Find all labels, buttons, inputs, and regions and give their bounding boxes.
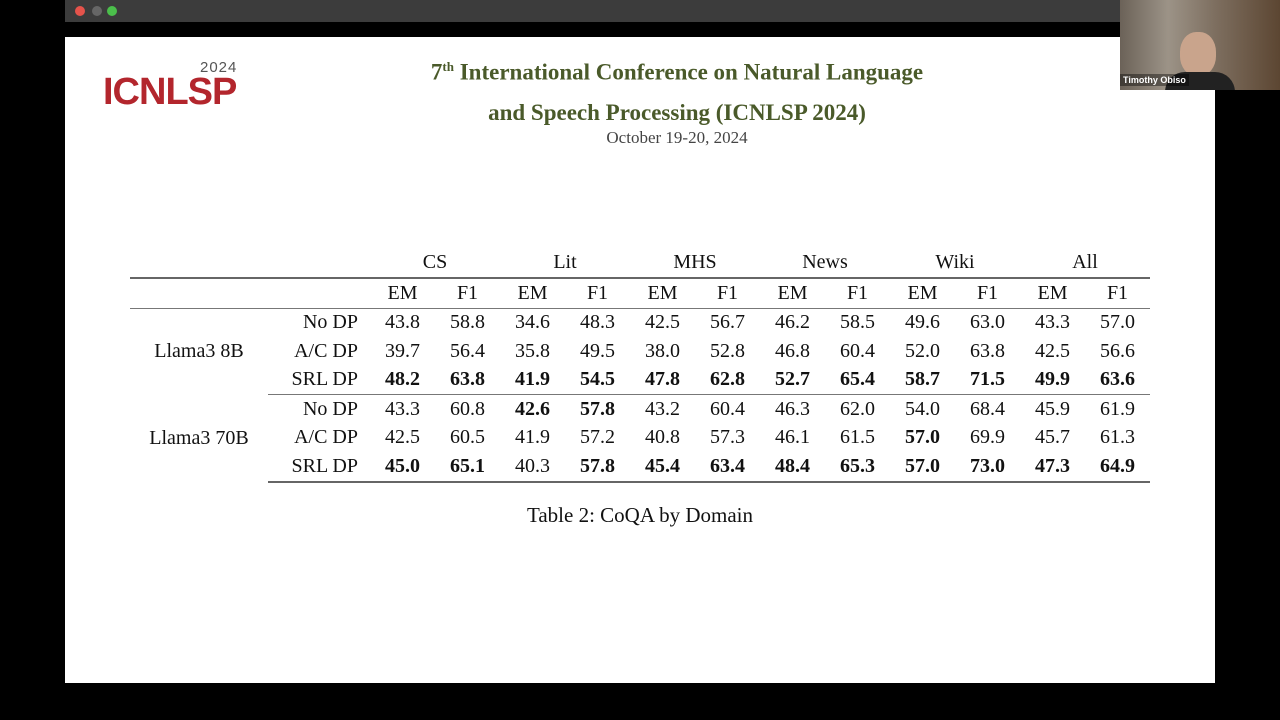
score-cell: 46.8 <box>775 339 810 362</box>
score-cell: 56.4 <box>450 339 485 362</box>
metric-header: F1 <box>955 278 1020 308</box>
metric-header: EM <box>760 278 825 308</box>
table-caption: Table 2: CoQA by Domain <box>526 503 753 527</box>
score-cell: 60.4 <box>710 397 745 420</box>
metric-header: EM <box>1020 278 1085 308</box>
minimize-window-button[interactable] <box>92 6 102 16</box>
score-cell: 46.2 <box>775 311 810 334</box>
metric-header: F1 <box>825 278 890 308</box>
metric-header: F1 <box>1085 278 1150 308</box>
metric-header: EM <box>500 278 565 308</box>
score-cell: 45.4 <box>630 452 695 482</box>
score-cell: 63.8 <box>970 339 1005 362</box>
score-cell: 40.3 <box>500 452 565 482</box>
table-row <box>130 424 1150 453</box>
score-cell: 35.8 <box>515 339 550 362</box>
score-cell: 52.8 <box>710 339 745 362</box>
score-cell: 61.3 <box>1100 426 1135 449</box>
model-name: Llama3 8B <box>154 340 244 362</box>
score-cell: 63.6 <box>1085 366 1150 395</box>
results-table <box>130 247 1150 483</box>
score-cell: 49.5 <box>580 339 615 362</box>
domain-header: Lit <box>500 247 630 278</box>
score-cell: 42.5 <box>385 426 420 449</box>
domain-header: All <box>1020 247 1150 278</box>
metric-header: EM <box>370 278 435 308</box>
score-cell: 54.0 <box>905 397 940 420</box>
table-row <box>130 366 1150 395</box>
method-name: No DP <box>302 397 358 420</box>
score-cell: 71.5 <box>955 366 1020 395</box>
method-name: A/C DP <box>294 339 358 362</box>
score-cell: 65.1 <box>435 452 500 482</box>
table-row <box>130 395 1150 424</box>
score-cell: 41.9 <box>515 426 550 449</box>
score-cell: 63.0 <box>970 311 1005 334</box>
score-cell: 43.2 <box>645 397 680 420</box>
empty-cell <box>268 247 370 278</box>
score-cell: 58.7 <box>890 366 955 395</box>
score-cell: 48.4 <box>760 452 825 482</box>
score-cell: 63.4 <box>695 452 760 482</box>
title-line-2: and Speech Processing (ICNLSP 2024) <box>488 99 866 125</box>
score-cell: 45.9 <box>1035 397 1070 420</box>
participant-face <box>1180 32 1216 76</box>
score-cell: 46.1 <box>775 426 810 449</box>
conference-date: October 19-20, 2024 <box>606 128 748 147</box>
score-cell: 60.4 <box>840 339 875 362</box>
score-cell: 57.0 <box>890 452 955 482</box>
score-cell: 47.8 <box>630 366 695 395</box>
metric-header: F1 <box>565 278 630 308</box>
score-cell: 57.2 <box>580 426 615 449</box>
model-name: Llama3 70B <box>149 426 249 449</box>
metric-header: F1 <box>435 278 500 308</box>
score-cell: 41.9 <box>500 366 565 395</box>
maximize-window-button[interactable] <box>107 6 117 16</box>
score-cell: 56.6 <box>1100 339 1135 362</box>
domain-header-row <box>130 247 1150 278</box>
metric-header-row <box>130 278 1150 308</box>
score-cell: 64.9 <box>1085 452 1150 482</box>
score-cell: 46.3 <box>775 397 810 420</box>
method-name: SRL DP <box>268 452 370 482</box>
score-cell: 45.0 <box>370 452 435 482</box>
score-cell: 62.8 <box>695 366 760 395</box>
score-cell: 61.9 <box>1100 397 1135 420</box>
score-cell: 52.7 <box>760 366 825 395</box>
score-cell: 56.7 <box>710 311 745 334</box>
method-name: SRL DP <box>268 366 370 395</box>
score-cell: 63.8 <box>435 366 500 395</box>
score-cell: 38.0 <box>645 339 680 362</box>
score-cell: 61.5 <box>840 426 875 449</box>
score-cell: 73.0 <box>955 452 1020 482</box>
score-cell: 48.3 <box>580 311 615 334</box>
score-cell: 42.5 <box>645 311 680 334</box>
score-cell: 52.0 <box>905 339 940 362</box>
score-cell: 43.3 <box>1035 311 1070 334</box>
empty-cell <box>268 278 370 308</box>
score-cell: 69.9 <box>970 426 1005 449</box>
score-cell: 54.5 <box>565 366 630 395</box>
method-name: A/C DP <box>294 426 358 449</box>
score-cell: 60.5 <box>450 426 485 449</box>
score-cell: 57.3 <box>710 426 745 449</box>
close-window-button[interactable] <box>75 6 85 16</box>
method-name: No DP <box>302 311 358 334</box>
title-line-1: International Conference on Natural Language <box>453 59 924 85</box>
score-cell: 60.8 <box>450 397 485 420</box>
score-cell: 42.5 <box>1035 339 1070 362</box>
icnlsp-logo <box>103 59 253 119</box>
metric-header: F1 <box>695 278 760 308</box>
score-cell: 65.3 <box>825 452 890 482</box>
score-cell: 57.8 <box>580 397 615 420</box>
score-cell: 42.6 <box>515 397 550 420</box>
empty-cell <box>130 247 268 278</box>
window-titlebar <box>65 0 1120 22</box>
participant-video-tile[interactable] <box>1120 0 1280 90</box>
metric-header: EM <box>630 278 695 308</box>
conference-title <box>365 47 989 133</box>
score-cell: 34.6 <box>515 311 550 334</box>
domain-header: MHS <box>630 247 760 278</box>
score-cell: 57.0 <box>905 426 940 449</box>
title-sup: th <box>442 59 454 74</box>
score-cell: 65.4 <box>825 366 890 395</box>
presentation-slide <box>65 37 1215 683</box>
score-cell: 43.3 <box>385 397 420 420</box>
metric-header: EM <box>890 278 955 308</box>
score-cell: 62.0 <box>840 397 875 420</box>
domain-header: Wiki <box>890 247 1020 278</box>
score-cell: 45.7 <box>1035 426 1070 449</box>
logo-year: 2024 <box>200 59 238 76</box>
score-cell: 57.8 <box>565 452 630 482</box>
score-cell: 49.6 <box>905 311 940 334</box>
score-cell: 58.8 <box>450 311 485 334</box>
logo-text: ICNLSP <box>103 71 237 113</box>
table-row <box>130 308 1150 337</box>
participant-name: Timothy Obiso <box>1120 74 1189 86</box>
score-cell: 68.4 <box>970 397 1005 420</box>
score-cell: 43.8 <box>385 311 420 334</box>
score-cell: 58.5 <box>840 311 875 334</box>
score-cell: 57.0 <box>1100 311 1135 334</box>
score-cell: 47.3 <box>1020 452 1085 482</box>
domain-header: News <box>760 247 890 278</box>
score-cell: 40.8 <box>645 426 680 449</box>
domain-header: CS <box>370 247 500 278</box>
score-cell: 49.9 <box>1020 366 1085 395</box>
table-row <box>130 337 1150 366</box>
table-row <box>130 452 1150 482</box>
score-cell: 39.7 <box>385 339 420 362</box>
title-ordinal: 7 <box>430 59 443 85</box>
empty-cell <box>130 278 268 308</box>
score-cell: 48.2 <box>370 366 435 395</box>
